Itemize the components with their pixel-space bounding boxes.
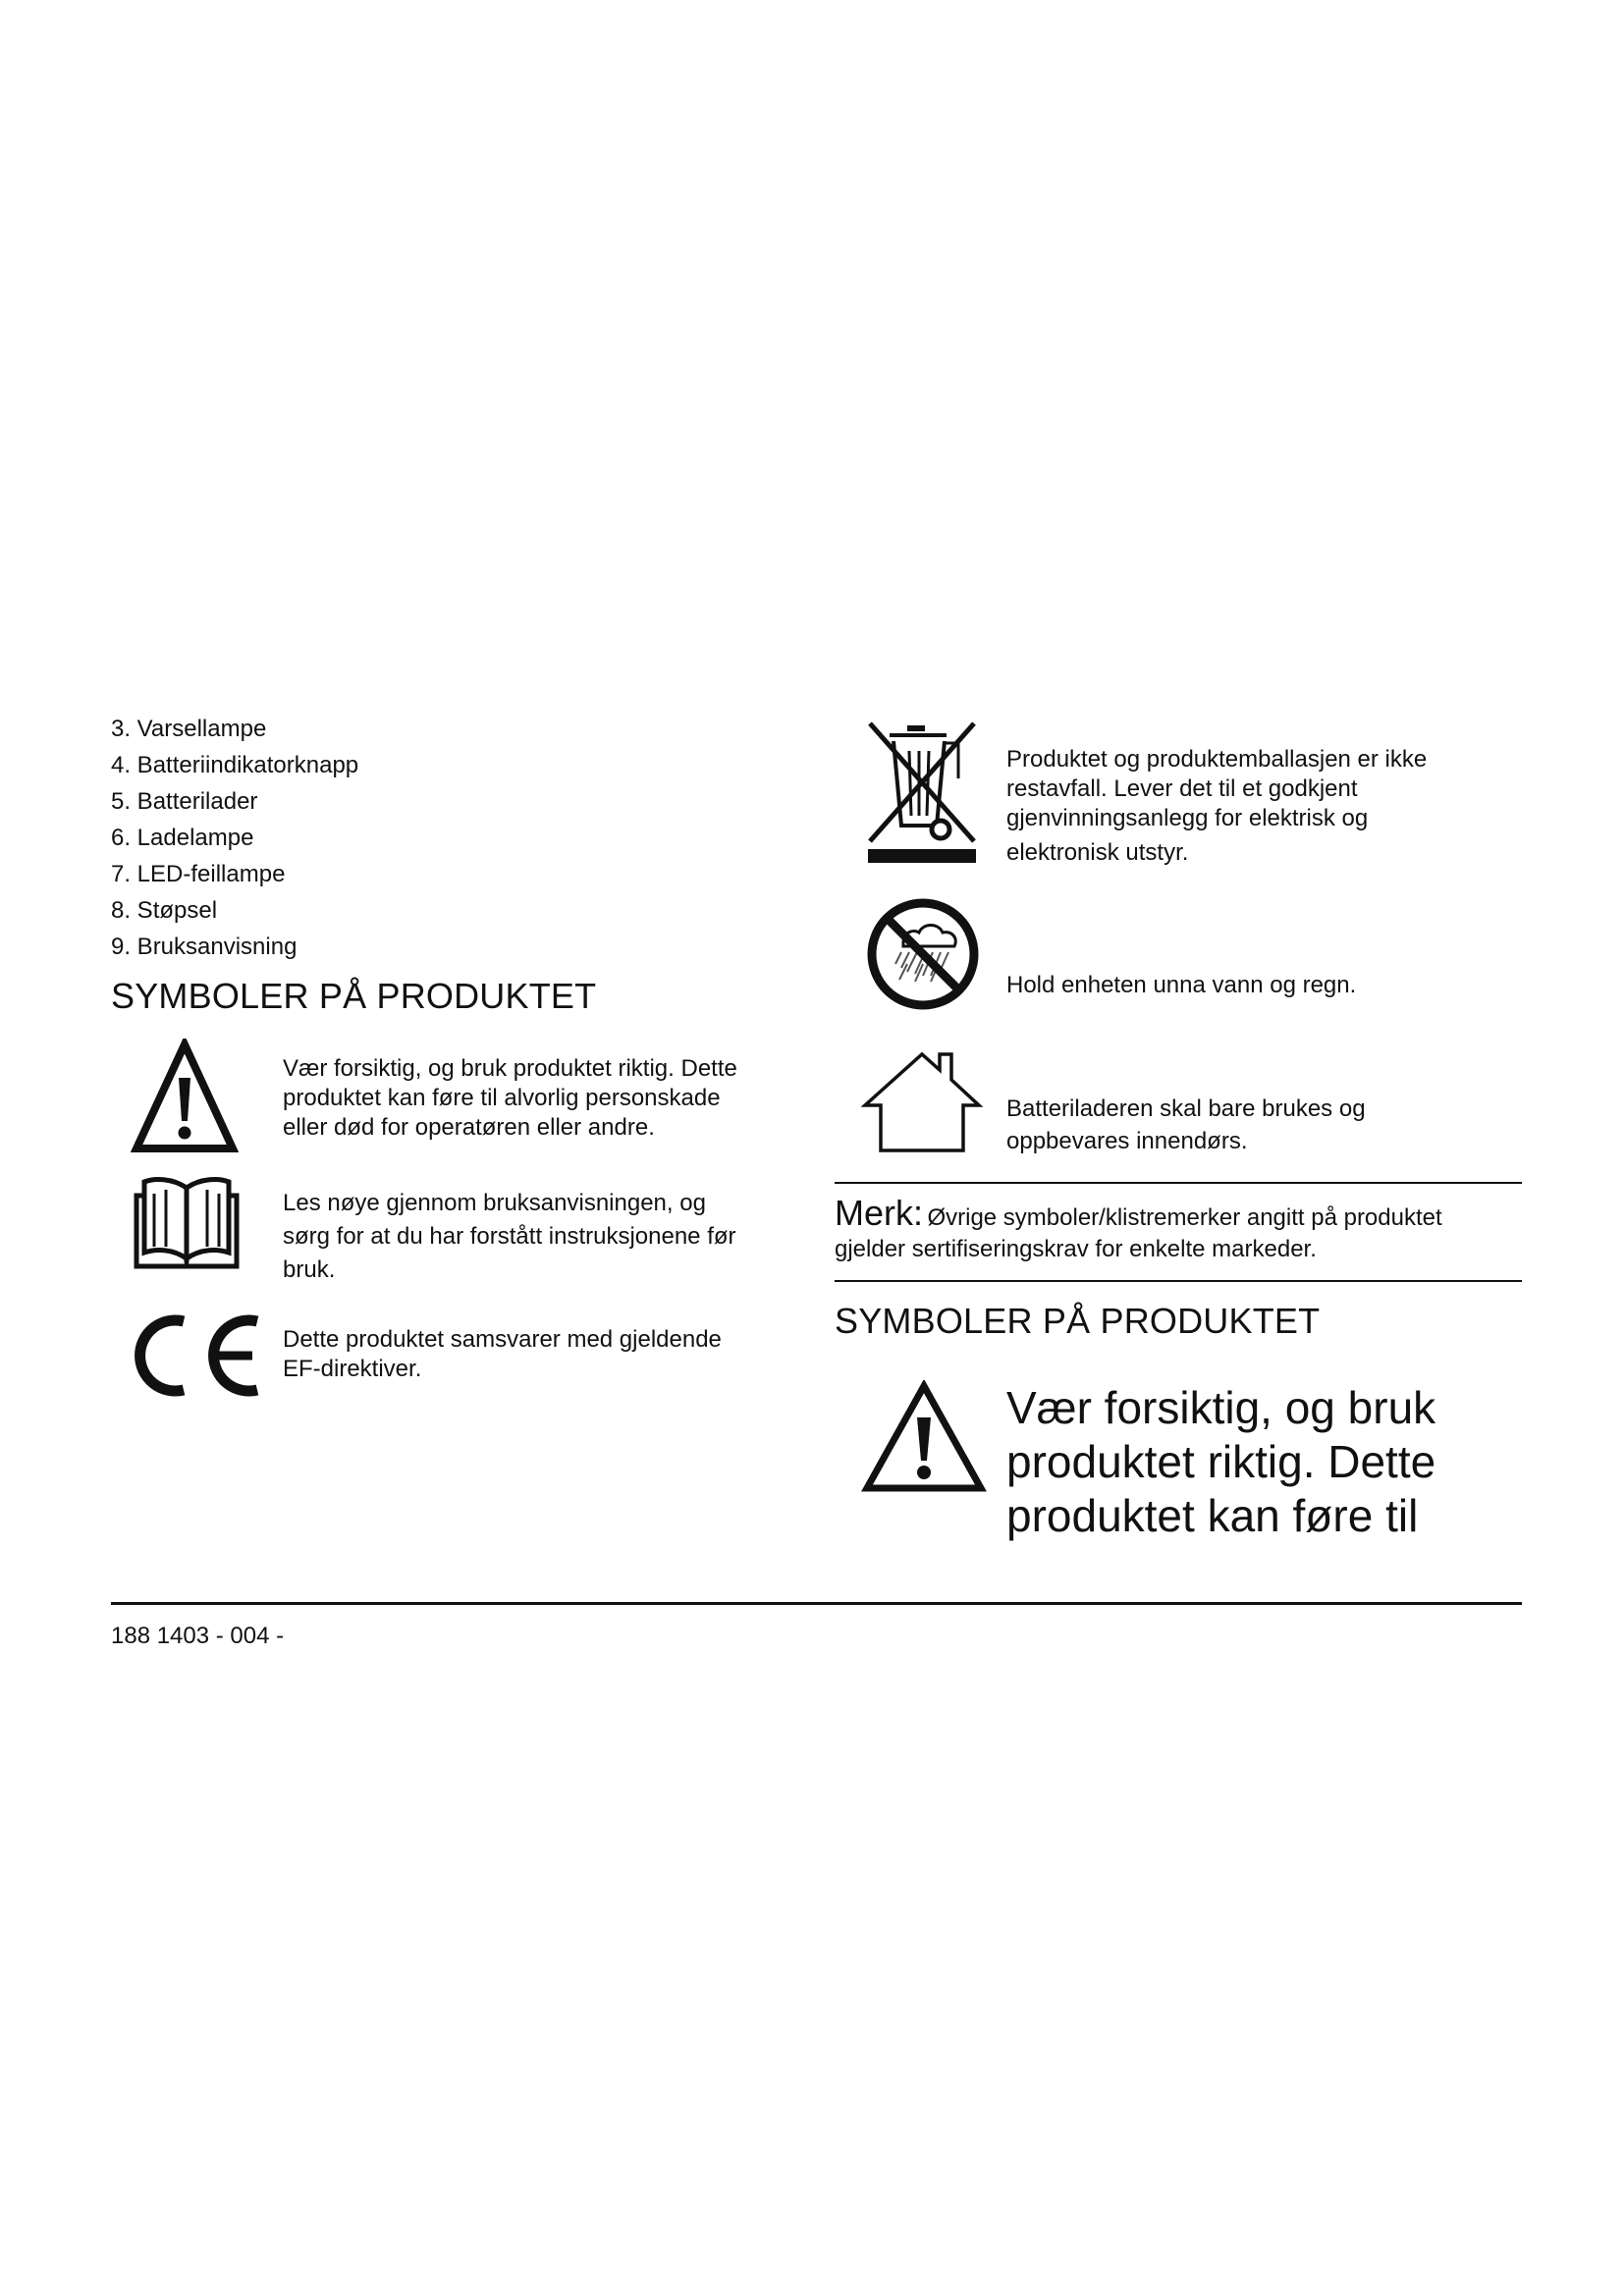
symbol-text-no-rain: Hold enheten unna vann og regn.	[1006, 972, 1357, 998]
symbol-text-warning: Vær forsiktig, og bruk produktet riktig. Dette produktet kan føre til alvorlig personskade eller død for operatøren eller andre.	[283, 1055, 737, 1141]
section-heading-right: SYMBOLER PÅ PRODUKTET	[835, 1301, 1321, 1341]
list-item: 5. Batterilader	[111, 788, 258, 815]
indoor-house-icon	[861, 1048, 984, 1156]
note-label: Merk:	[835, 1193, 923, 1233]
crossed-bin-icon	[864, 720, 982, 867]
list-item: 7. LED-feillampe	[111, 861, 286, 887]
warning-triangle-icon	[131, 1039, 239, 1154]
symbol-text-weee: Produktet og produktemballasjen er ikke restavfall. Lever det til et godkjent gjenvinningsanlegg for elektrisk og elektronisk utstyr.	[1006, 746, 1428, 866]
list-item: 9. Bruksanvisning	[111, 934, 298, 960]
list-item: 6. Ladelampe	[111, 825, 254, 851]
parts-list	[111, 711, 358, 965]
no-rain-icon	[864, 895, 982, 1013]
large-warning-text: Vær forsiktig, og bruk produktet riktig. Dette produktet kan føre til	[1006, 1382, 1436, 1541]
note-bottom-rule	[835, 1280, 1522, 1282]
note-text-1: Øvrige symboler/klistremerker angitt på produktet	[927, 1204, 1442, 1231]
section-heading-left: SYMBOLER PÅ PRODUKTET	[111, 976, 597, 1016]
list-item: 3. Varsellampe	[111, 716, 267, 742]
note-line-2: gjelder sertifiseringskrav for enkelte markeder.	[835, 1236, 1317, 1262]
warning-triangle-icon	[861, 1380, 987, 1494]
footer-rule	[111, 1602, 1522, 1605]
symbol-text-ce: Dette produktet samsvarer med gjeldende EF-direktiver.	[283, 1326, 722, 1382]
symbol-text-indoor: Batteriladeren skal bare brukes og oppbevares innendørs.	[1006, 1095, 1366, 1154]
open-book-icon	[133, 1174, 241, 1270]
list-item: 4. Batteriindikatorknapp	[111, 752, 359, 778]
note-top-rule	[835, 1182, 1522, 1184]
note-line-1	[835, 1193, 1442, 1234]
ce-mark-icon	[133, 1311, 265, 1400]
list-item: 8. Støpsel	[111, 897, 218, 924]
document-code: 188 1403 - 004 -	[111, 1623, 285, 1649]
symbol-text-manual: Les nøye gjennom bruksanvisningen, og sørg for at du har forstått instruksjonene før bruk.	[283, 1190, 736, 1283]
